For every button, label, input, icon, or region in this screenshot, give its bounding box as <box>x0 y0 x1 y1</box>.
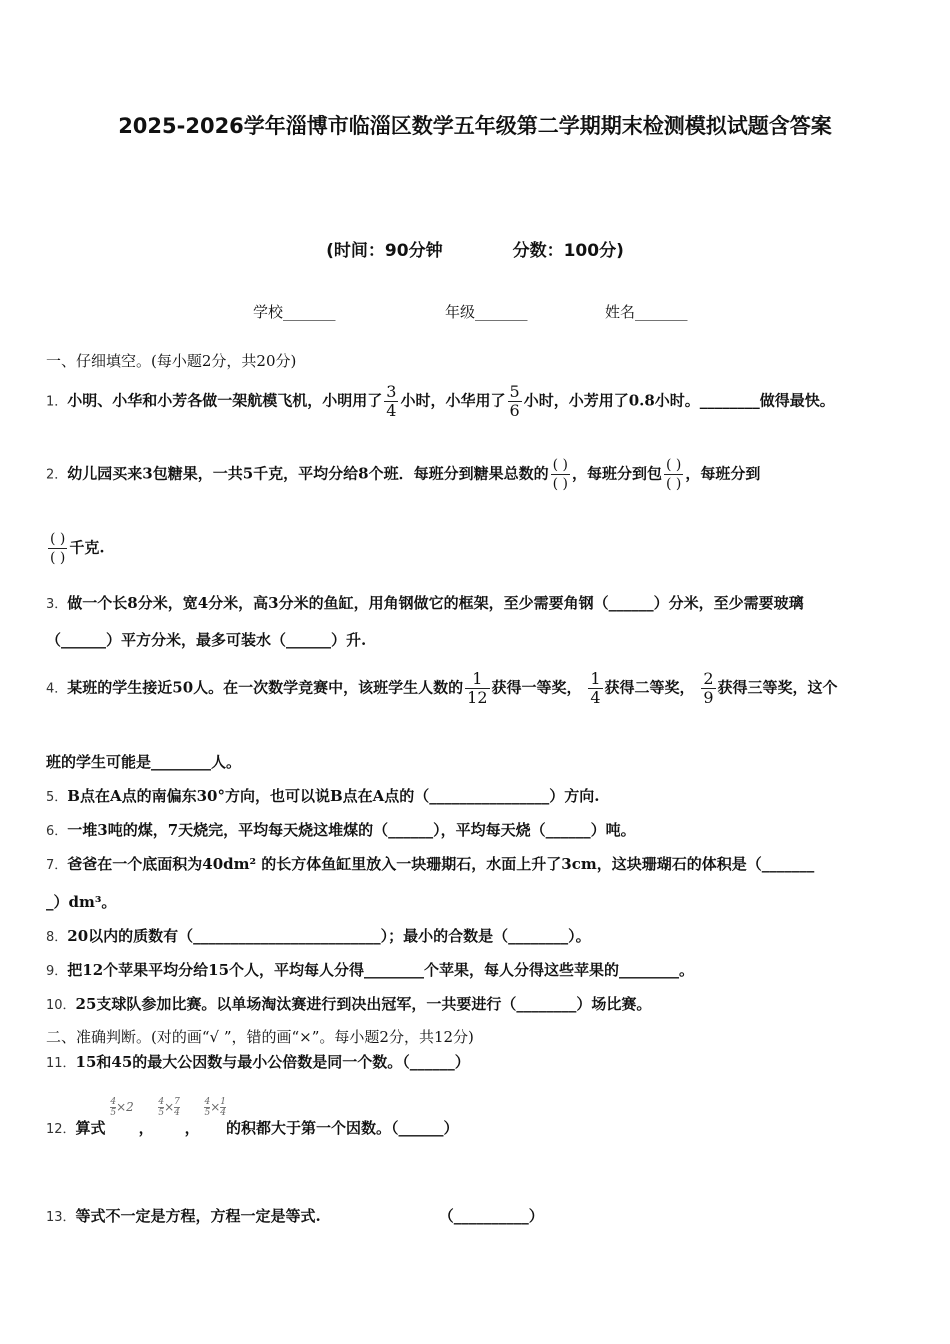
q10-text: 25支球队参加比赛。以单场淘汰赛进行到决出冠军，一共要进行（________）场比赛。 <box>75 995 652 1013</box>
blank-fraction[interactable] <box>664 456 683 493</box>
expression-1 <box>110 1073 133 1141</box>
question-number: 7． <box>46 858 68 873</box>
denominator: ( ) <box>666 476 682 492</box>
question-number: 6． <box>46 824 68 839</box>
multiplier: ×2 <box>116 1100 134 1114</box>
numerator: 4 <box>110 1097 117 1107</box>
separator: ， <box>138 1119 154 1137</box>
numerator: 4 <box>158 1097 165 1107</box>
question-8 <box>46 925 591 949</box>
question-12 <box>46 1094 459 1164</box>
q3-text-b: （______）平方分米，最多可装水（______）升. <box>46 631 367 649</box>
q2-text-a: 幼儿园买来3包糖果，一共5千克，平均分给8个班．每班分到糖果总数的 <box>67 464 549 483</box>
fraction <box>508 383 522 420</box>
q5-text: B点在A点的南偏东30°方向，也可以说B点在A点的（________________）方向. <box>67 787 600 805</box>
numerator: ( ) <box>552 457 568 473</box>
blank-fraction[interactable] <box>551 456 570 493</box>
question-number: 11． <box>46 1056 76 1071</box>
denominator: 9 <box>703 688 714 707</box>
expression-2 <box>158 1073 180 1141</box>
exam-time: (时间：90分钟 <box>326 241 443 261</box>
q8-text: 20以内的质数有（_________________________）；最小的合数是（________）。 <box>67 927 591 945</box>
fraction <box>174 1097 180 1118</box>
question-number: 4． <box>46 681 68 697</box>
q13-text: 等式不一定是方程，方程一定是等式. <box>75 1207 321 1225</box>
question-13 <box>46 1205 544 1229</box>
q4-text-e: 班的学生可能是________人。 <box>46 753 242 771</box>
school-field[interactable]: 学校_______ <box>253 303 336 321</box>
question-2-cont <box>46 530 105 567</box>
question-1 <box>46 383 835 420</box>
exam-score: 分数：100分) <box>512 241 624 261</box>
denominator: 5 <box>158 1108 165 1118</box>
denominator: ( ) <box>50 550 66 566</box>
q9-text: 把12个苹果平均分给15个人，平均每人分得________个苹果，每人分得这些苹果的________。 <box>67 961 695 979</box>
fraction <box>384 383 398 420</box>
denominator: ( ) <box>552 476 568 492</box>
numerator: 1 <box>220 1097 226 1107</box>
numerator: 7 <box>174 1097 180 1107</box>
numerator: ( ) <box>666 457 682 473</box>
denominator: 6 <box>509 401 520 420</box>
denominator: 5 <box>204 1108 211 1118</box>
question-4 <box>46 670 838 707</box>
question-9 <box>46 959 694 983</box>
q4-text-d: 获得三等奖，这个 <box>717 678 838 697</box>
question-2 <box>46 456 760 493</box>
question-7 <box>46 853 814 877</box>
question-number: 5． <box>46 790 68 805</box>
numerator: 2 <box>703 669 714 688</box>
denominator: 5 <box>110 1108 117 1118</box>
expression-3 <box>204 1073 226 1141</box>
denominator: 12 <box>467 688 488 707</box>
exam-info <box>0 236 950 261</box>
question-3 <box>46 592 804 616</box>
q3-text-a: 做一个长8分米，宽4分米，高3分米的鱼缸，用角钢做它的框架，至少需要角钢（______）分米，至少需要玻璃 <box>67 594 804 612</box>
q1-text-c: 小时，小芳用了0.8小时。________做得最快。 <box>523 391 835 410</box>
times-sign: × <box>164 1100 175 1114</box>
fraction <box>701 670 715 707</box>
question-number: 9． <box>46 964 68 979</box>
q6-text: 一堆3吨的煤，7天烧完，平均每天烧这堆煤的（______），平均每天烧（______）吨。 <box>67 821 636 839</box>
grade-field[interactable]: 年级_______ <box>445 303 528 321</box>
numerator: 1 <box>590 669 601 688</box>
question-11 <box>46 1051 470 1075</box>
question-number: 13． <box>46 1210 76 1225</box>
times-sign: × <box>210 1100 221 1114</box>
numerator: ( ) <box>50 531 66 547</box>
question-number: 3． <box>46 597 68 612</box>
answer-blank[interactable]: （__________） <box>438 1207 544 1225</box>
question-number: 2． <box>46 467 68 483</box>
section-heading: 一、仔细填空。(每小题2分，共20分) <box>46 352 297 370</box>
q7-text-b: _）dm³。 <box>46 893 117 911</box>
denominator: 4 <box>386 401 397 420</box>
question-3-cont <box>46 629 366 651</box>
q1-text-b: 小时，小华用了 <box>400 391 506 410</box>
numerator: 5 <box>509 382 520 401</box>
fraction <box>465 670 489 707</box>
q7-text-a: 爸爸在一个底面积为40dm² 的长方体鱼缸里放入一块珊期石，水面上升了3cm，这块珊瑚石的体积是（_______ <box>67 855 815 873</box>
q4-text-b: 获得一等奖， <box>491 678 582 697</box>
numerator: 4 <box>204 1097 211 1107</box>
q2-text-b: ，每班分到包 <box>571 464 662 483</box>
numerator: 3 <box>386 382 397 401</box>
question-number: 10． <box>46 998 76 1013</box>
question-number: 12． <box>46 1122 76 1137</box>
question-10 <box>46 993 651 1017</box>
question-5 <box>46 785 600 809</box>
q11-text: 15和45的最大公因数与最小公倍数是同一个数。（______） <box>75 1053 470 1071</box>
page-title: 2025-2026学年淄博市临淄区数学五年级第二学期期末检测模拟试题含答案 <box>118 114 832 138</box>
q4-text-c: 获得二等奖， <box>604 678 695 697</box>
fraction <box>220 1097 226 1118</box>
question-6 <box>46 819 636 843</box>
q1-text-a: 小明、小华和小芳各做一架航模飞机，小明用了 <box>67 391 383 410</box>
denominator: 4 <box>174 1108 180 1118</box>
separator: ， <box>184 1119 200 1137</box>
q12-text-a: 算式 <box>75 1119 106 1137</box>
q2-text-c: ，每班分到 <box>685 464 761 483</box>
question-number: 1． <box>46 394 68 410</box>
name-field[interactable]: 姓名_______ <box>605 303 688 321</box>
q4-text-a: 某班的学生接近50人。在一次数学竞赛中，该班学生人数的 <box>67 678 464 697</box>
question-4-cont <box>46 751 241 773</box>
numerator: 1 <box>472 669 483 688</box>
question-number: 8． <box>46 930 68 945</box>
q2-text-d: 千克. <box>69 538 105 557</box>
blank-fraction[interactable] <box>48 530 67 567</box>
fraction <box>588 670 602 707</box>
question-7-cont <box>46 891 116 913</box>
q12-text-b: 的积都大于第一个因数。（______） <box>226 1119 459 1137</box>
denominator: 4 <box>220 1108 226 1118</box>
section-heading: 二、准确判断。(对的画“√ ”，错的画“×”。每小题2分，共12分) <box>46 1028 474 1046</box>
denominator: 4 <box>590 688 601 707</box>
